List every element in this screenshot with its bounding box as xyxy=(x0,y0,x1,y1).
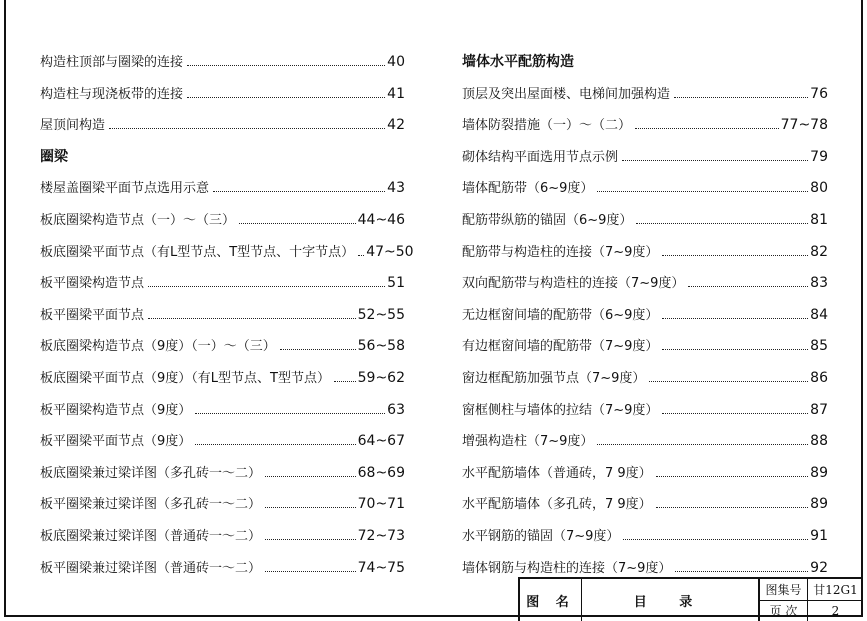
dot-leader xyxy=(674,97,808,98)
toc-entry-page: 41 xyxy=(387,85,405,102)
toc-entry-page: 79 xyxy=(810,148,828,165)
toc-entry[interactable] xyxy=(462,331,828,363)
toc-entry-page: 83 xyxy=(810,275,828,292)
toc-entry[interactable] xyxy=(462,489,828,521)
toc-entry[interactable] xyxy=(40,553,405,585)
toc-entry-title: 板底圈梁兼过梁详图（普通砖一～二） xyxy=(40,528,262,544)
toc-entry[interactable] xyxy=(40,521,405,553)
toc-entry-title: 板底圈梁平面节点（有L型节点、T型节点、十字节点） xyxy=(40,244,355,260)
dot-leader xyxy=(656,476,808,477)
dot-leader xyxy=(662,255,808,256)
toc-entry-page: 89 xyxy=(810,496,828,513)
dot-leader xyxy=(195,444,355,445)
toc-entry[interactable] xyxy=(462,205,828,237)
toc-entry-title: 水平配筋墙体（普通砖，7 9度） xyxy=(462,465,652,481)
toc-entry-page: 91 xyxy=(810,527,828,544)
toc-section-heading: 墙体水平配筋构造 xyxy=(462,54,574,70)
toc-entry-title: 有边框窗间墙的配筋带（7~9度） xyxy=(462,339,659,355)
dot-leader xyxy=(635,128,779,129)
atlas-number-value: 甘12G1 xyxy=(813,582,858,597)
toc-entry-title: 砌体结构平面选用节点示例 xyxy=(462,149,619,165)
toc-entry-title: 增强构造柱（7~9度） xyxy=(462,434,594,450)
toc-entry[interactable] xyxy=(462,458,828,490)
toc-entry[interactable] xyxy=(462,363,828,395)
toc-entry-title: 窗框侧柱与墙体的拉结（7~9度） xyxy=(462,402,659,418)
toc-entry-page: 86 xyxy=(810,369,828,386)
toc-entry[interactable] xyxy=(40,300,405,332)
toc-entry-page: 59~62 xyxy=(357,369,405,386)
toc-entry[interactable] xyxy=(462,237,828,269)
toc-entry-page: 42 xyxy=(387,117,405,134)
dot-leader xyxy=(334,381,356,382)
toc-entry[interactable] xyxy=(40,363,405,395)
toc-entry-title: 板底圈梁构造节点（一）～（三） xyxy=(40,212,236,228)
toc-entry[interactable] xyxy=(40,79,405,111)
toc-entry-page: 40 xyxy=(387,54,405,70)
dot-leader xyxy=(623,539,808,540)
toc-entry[interactable] xyxy=(462,426,828,458)
page-number-row xyxy=(760,600,863,621)
atlas-number-label: 图集号 xyxy=(760,579,808,600)
dot-leader xyxy=(195,413,385,414)
toc-entry-page: 52~55 xyxy=(357,306,405,323)
toc-entry-page: 74~75 xyxy=(357,559,405,576)
toc-entry-title: 板平圈梁兼过梁详图（普通砖一～二） xyxy=(40,560,262,576)
atlas-info xyxy=(760,579,863,621)
toc-entry[interactable] xyxy=(40,395,405,427)
toc-entry-page: 85 xyxy=(810,338,828,355)
toc-entry-page: 47~50 xyxy=(366,243,414,260)
toc-entry-page: 70~71 xyxy=(357,496,405,513)
drawing-title: 目 录 xyxy=(582,579,760,621)
toc-right-column xyxy=(462,47,828,584)
toc-entry-page: 88 xyxy=(810,433,828,450)
dot-leader xyxy=(688,286,808,287)
toc-entry[interactable] xyxy=(462,110,828,142)
toc-entry-page: 82 xyxy=(810,243,828,260)
toc-entry[interactable] xyxy=(462,79,828,111)
dot-leader xyxy=(358,255,364,256)
dot-leader xyxy=(649,381,808,382)
toc-entry[interactable] xyxy=(40,458,405,490)
toc-entry-title: 墙体防裂措施（一）～（二） xyxy=(462,118,632,134)
dot-leader xyxy=(148,286,385,287)
toc-entry-page: 84 xyxy=(810,306,828,323)
toc-entry-page: 44~46 xyxy=(357,211,405,228)
dot-leader xyxy=(239,223,356,224)
toc-entry[interactable] xyxy=(40,268,405,300)
toc-entry-page: 81 xyxy=(810,211,828,228)
toc-entry-page: 87 xyxy=(810,401,828,418)
page-number-label: 页 次 xyxy=(760,601,808,621)
toc-entry-page: 43 xyxy=(387,180,405,197)
toc-entry-title: 水平配筋墙体（多孔砖，7 9度） xyxy=(462,497,652,513)
toc-entry-title: 板平圈梁构造节点（9度） xyxy=(40,402,192,418)
toc-entry-title: 板底圈梁构造节点（9度）（一）～（三） xyxy=(40,339,276,355)
toc-entry[interactable] xyxy=(462,521,828,553)
toc-entry-page: 68~69 xyxy=(357,464,405,481)
dot-leader xyxy=(265,476,356,477)
toc-entry[interactable] xyxy=(40,331,405,363)
toc-entry-page: 80 xyxy=(810,180,828,197)
toc-entry-page: 56~58 xyxy=(357,338,405,355)
toc-entry-title: 楼屋盖圈梁平面节点选用示意 xyxy=(40,181,210,197)
toc-entry-page: 92 xyxy=(810,559,828,576)
dot-leader xyxy=(656,507,808,508)
dot-leader xyxy=(187,65,385,66)
dot-leader xyxy=(662,349,808,350)
toc-entry-page: 76 xyxy=(810,85,828,102)
toc-entry[interactable] xyxy=(40,47,405,79)
toc-entry-title: 墙体钢筋与构造柱的连接（7~9度） xyxy=(462,560,672,576)
page-number-value: 2 xyxy=(831,603,840,618)
toc-entry-title: 板平圈梁平面节点 xyxy=(40,307,145,323)
toc-entry-title: 配筋带与构造柱的连接（7~9度） xyxy=(462,244,659,260)
toc-entry[interactable] xyxy=(462,395,828,427)
toc-entry-title: 屋顶间构造 xyxy=(40,118,106,134)
toc-entry-page: 63 xyxy=(387,401,405,418)
toc-entry-page: 64~67 xyxy=(357,433,405,450)
toc-entry[interactable] xyxy=(462,142,828,174)
toc-entry-title: 水平钢筋的锚固（7~9度） xyxy=(462,528,620,544)
toc-entry[interactable] xyxy=(462,300,828,332)
dot-leader xyxy=(622,160,808,161)
toc-entry-title: 板平圈梁构造节点 xyxy=(40,276,145,292)
toc-entry[interactable] xyxy=(40,237,414,269)
toc-entry-title: 顶层及突出屋面楼、电梯间加强构造 xyxy=(462,86,671,102)
toc-entry[interactable] xyxy=(40,426,405,458)
dot-leader xyxy=(265,571,356,572)
toc-entry[interactable] xyxy=(40,205,405,237)
dot-leader xyxy=(187,97,385,98)
dot-leader xyxy=(213,191,385,192)
dot-leader xyxy=(662,318,808,319)
dot-leader xyxy=(662,413,808,414)
toc-entry[interactable] xyxy=(40,489,405,521)
toc-entry[interactable] xyxy=(462,173,828,205)
toc-entry-title: 配筋带纵筋的锚固（6~9度） xyxy=(462,212,633,228)
atlas-number-row xyxy=(760,579,863,600)
dot-leader xyxy=(675,571,808,572)
toc-entry-title: 双向配筋带与构造柱的连接（7~9度） xyxy=(462,276,685,292)
toc-entry-title: 板底圈梁兼过梁详图（多孔砖一～二） xyxy=(40,465,262,481)
toc-entry-title: 板平圈梁平面节点（9度） xyxy=(40,434,192,450)
dot-leader xyxy=(109,128,385,129)
toc-entry[interactable] xyxy=(462,268,828,300)
dot-leader xyxy=(597,191,808,192)
toc-entry-page: 72~73 xyxy=(357,527,405,544)
toc-entry-title: 构造柱与现浇板带的连接 xyxy=(40,86,184,102)
toc-entry[interactable] xyxy=(40,173,405,205)
toc-section-heading: 圈梁 xyxy=(40,148,68,165)
dot-leader xyxy=(636,223,808,224)
drawing-title-block xyxy=(518,577,863,621)
dot-leader xyxy=(280,349,356,350)
dot-leader xyxy=(597,444,808,445)
toc-entry-page: 77~78 xyxy=(780,117,828,134)
toc-entry-title: 构造柱顶部与圈梁的连接 xyxy=(40,55,184,70)
dot-leader xyxy=(148,318,356,319)
toc-entry-title: 板平圈梁兼过梁详图（多孔砖一～二） xyxy=(40,497,262,513)
toc-entry-page: 51 xyxy=(387,275,405,292)
dot-leader xyxy=(265,539,356,540)
toc-entry-title: 无边框窗间墙的配筋带（6~9度） xyxy=(462,307,659,323)
toc-entry-page: 89 xyxy=(810,464,828,481)
dot-leader xyxy=(265,507,356,508)
toc-left-column xyxy=(40,47,414,584)
toc-entry[interactable] xyxy=(40,110,405,142)
toc-entry-title: 墙体配筋带（6~9度） xyxy=(462,181,594,197)
toc-entry-title: 窗边框配筋加强节点（7~9度） xyxy=(462,370,646,386)
toc-entry-title: 板底圈梁平面节点（9度）（有L型节点、T型节点） xyxy=(40,370,330,386)
drawing-name-label: 图 名 xyxy=(520,579,582,621)
